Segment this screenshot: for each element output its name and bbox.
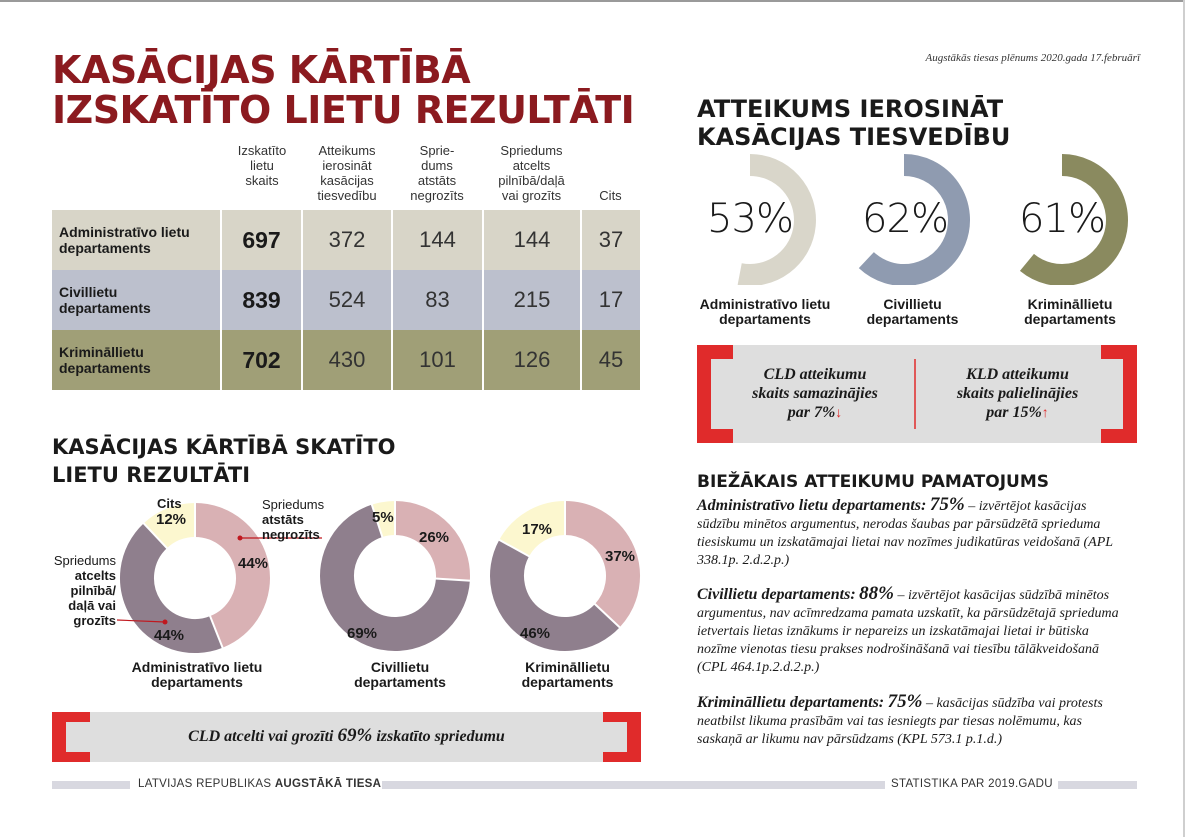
- row-dept-label: Administratīvo lietu departaments: [59, 224, 190, 256]
- kld-refusal-text: KLD atteikumu skaits palielinājies par 15%: [956, 366, 1079, 421]
- crim-upheld-pct: 37%: [605, 548, 636, 565]
- reason-civil-pct: 88%: [859, 583, 894, 604]
- source-note: Augstākās tiesas plēnums 2020.gada 17.februārī: [925, 52, 1140, 64]
- results-title: [52, 433, 612, 489]
- civil-changed-pct: 69%: [347, 625, 378, 642]
- annotation-upheld-l1: Spriedums: [262, 497, 325, 512]
- row-dept-label: Civillietu departaments: [59, 284, 151, 316]
- gauge-criminal-pct: 61%: [1019, 196, 1105, 242]
- annotation-changed: [48, 553, 116, 628]
- reason-admin: [697, 496, 1122, 570]
- cell-other: 45: [598, 347, 624, 372]
- footer-bar-left: [52, 781, 130, 789]
- footer-bar-right: [1058, 781, 1137, 789]
- col-header-refused: Atteikums ierosināt kasācijas tiesvedību: [317, 143, 377, 203]
- cell-refused: 524: [328, 287, 366, 312]
- donut-civil-label: Civillietu departaments: [354, 659, 446, 690]
- footer-right: STATISTIKA PAR 2019.GADU: [891, 778, 1053, 790]
- footer-left-bold: AUGSTĀKĀ TIESA: [274, 778, 382, 790]
- cell-other: 17: [598, 287, 624, 312]
- gauge-civil-label: Civillietu departaments: [866, 296, 959, 327]
- cld-refusal-text: CLD atteikumu skaits samazinājies par 7%: [752, 366, 878, 421]
- cell-changed: 215: [513, 287, 551, 312]
- page-title: [52, 50, 672, 130]
- admin-changed-pct: 44%: [154, 627, 185, 644]
- summary-pct: 69%: [337, 725, 373, 746]
- reason-civil-lead: Civillietu departaments:: [697, 586, 856, 603]
- cld-summary-text: [100, 726, 593, 746]
- col-header-changed: Spriedums atcelts pilnībā/daļā vai grozīts: [498, 143, 565, 203]
- page-title-line1: KASĀCIJAS KĀRTĪBĀ: [52, 48, 471, 92]
- cell-upheld: 144: [419, 227, 456, 252]
- kld-refusal-change: [920, 365, 1115, 423]
- cell-total: 697: [242, 226, 281, 253]
- up-arrow-icon: ↑: [1041, 406, 1049, 421]
- reason-admin-lead: Administratīvo lietu departaments:: [697, 497, 927, 514]
- refusal-title-line2: KASĀCIJAS TIESVEDĪBU: [697, 123, 1011, 151]
- cld-refusal-change: [720, 365, 910, 423]
- reason-criminal-lead: Krimināllietu departaments:: [697, 694, 885, 711]
- reason-admin-text: – izvērtējot kasācijas sūdzību minētos argumentus, nerodas šaubas par pārsūdzētā sprieduma tiesiskumu un izskatāmajai lietai nav nozīmes judikatūras veidošanā (APL 338.1p. 2.d.2.p.): [697, 499, 1113, 568]
- crim-changed-pct: 46%: [520, 625, 551, 642]
- down-arrow-icon: ↓: [835, 406, 843, 421]
- top-rule: [0, 0, 1185, 2]
- page-title-line2: IZSKATĪTO LIETU REZULTĀTI: [52, 88, 635, 132]
- reason-criminal-pct: 75%: [887, 691, 923, 712]
- civil-upheld-pct: 26%: [419, 529, 450, 546]
- donut-2-slice-0: [565, 518, 623, 616]
- reason-criminal-text: – kasācijas sūdzība vai protests neatbilst likuma prasībām vai tas iesniegts par tiesas nolēmumu, kas saskaņā ar likumu nav pārsūdzams (KPL 573.1 p.1.d.): [697, 696, 1103, 747]
- reasons-title: BIEŽĀKAIS ATTEIKUMU PAMATOJUMS: [697, 472, 1050, 492]
- donut-2-slice-1: [507, 548, 607, 634]
- civil-other-pct: 5%: [372, 509, 394, 526]
- reason-admin-pct: 75%: [929, 494, 965, 515]
- col-header-other: Cits: [599, 188, 622, 203]
- cell-other: 37: [598, 227, 624, 252]
- table-row-civil: [52, 270, 640, 330]
- annotation-other: Cits: [157, 496, 182, 511]
- annotation-changed-l1: Spriedums: [53, 553, 116, 568]
- summary-pre: CLD atcelti vai grozīti: [188, 728, 334, 745]
- cell-upheld: 83: [425, 287, 450, 312]
- cell-changed: 144: [513, 227, 551, 252]
- annotation-upheld-l2: atstāts negrozīts: [262, 512, 320, 542]
- cell-upheld: 101: [419, 347, 456, 372]
- results-title-line2: LIETU REZULTĀTI: [52, 463, 251, 487]
- reason-civil-text: – izvērtējot kasācijas sūdzībā minētos argumentus, nav acīmredzama pamata uzskatīt, ka pārsūdzētajā sprieduma ietvertais lietas iznākums ir nepareizs un izskatāmajai lietai ir būtiska nozīme vienotas tiesu prakses nodrošināšanā vai tiesību tālākveidošanā (CPL 464.1p.2.d.2.p.): [697, 588, 1119, 675]
- cell-refused: 372: [328, 227, 366, 252]
- annotation-upheld: [262, 497, 324, 542]
- annotation-changed-l2: atcelts pilnībā/ daļā vai grozīts: [68, 568, 116, 628]
- annotation-dot-1: [163, 620, 168, 625]
- donut-admin-label: Administratīvo lietu departaments: [131, 659, 263, 690]
- col-header-total: Izskatīto lietu skaits: [237, 143, 287, 188]
- refusal-title-line1: ATTEIKUMS IEROSINĀT: [697, 95, 1004, 123]
- cell-changed: 126: [513, 347, 551, 372]
- table-row-criminal: [52, 330, 640, 390]
- summary-post: izskatīto spriedumu: [376, 728, 505, 745]
- crim-other-pct: 17%: [522, 521, 553, 538]
- row-dept-label: Krimināllietu departaments: [59, 344, 151, 376]
- refusal-title: [697, 95, 1117, 151]
- donut-criminal-label: Krimināllietu departaments: [521, 659, 614, 690]
- footer-left: [138, 778, 381, 790]
- footer-left-pre: LATVIJAS REPUBLIKAS: [138, 778, 275, 790]
- gauge-civil-pct: 62%: [862, 196, 948, 242]
- cell-total: 702: [242, 346, 281, 373]
- gauge-admin-pct: 53%: [707, 196, 793, 242]
- admin-upheld-pct: 44%: [238, 555, 269, 572]
- donut-1-slice-0: [395, 518, 453, 580]
- reason-civil: [697, 585, 1122, 677]
- gauge-admin-label: Administratīvo lietu departaments: [699, 296, 831, 327]
- results-title-line1: KASĀCIJAS KĀRTĪBĀ SKATĪTO: [52, 435, 396, 459]
- table-row-admin: [52, 210, 640, 270]
- cell-total: 839: [242, 286, 281, 313]
- annotation-dot-0: [238, 536, 243, 541]
- admin-other-pct: 12%: [156, 511, 187, 528]
- donut-0-slice-0: [195, 520, 253, 632]
- gauge-criminal-label: Krimināllietu departaments: [1024, 296, 1116, 327]
- reason-criminal: [697, 693, 1122, 749]
- cell-refused: 430: [328, 347, 366, 372]
- col-header-upheld: Sprie- dums atstāts negrozīts: [410, 143, 464, 203]
- footer-bar-mid: [382, 781, 885, 789]
